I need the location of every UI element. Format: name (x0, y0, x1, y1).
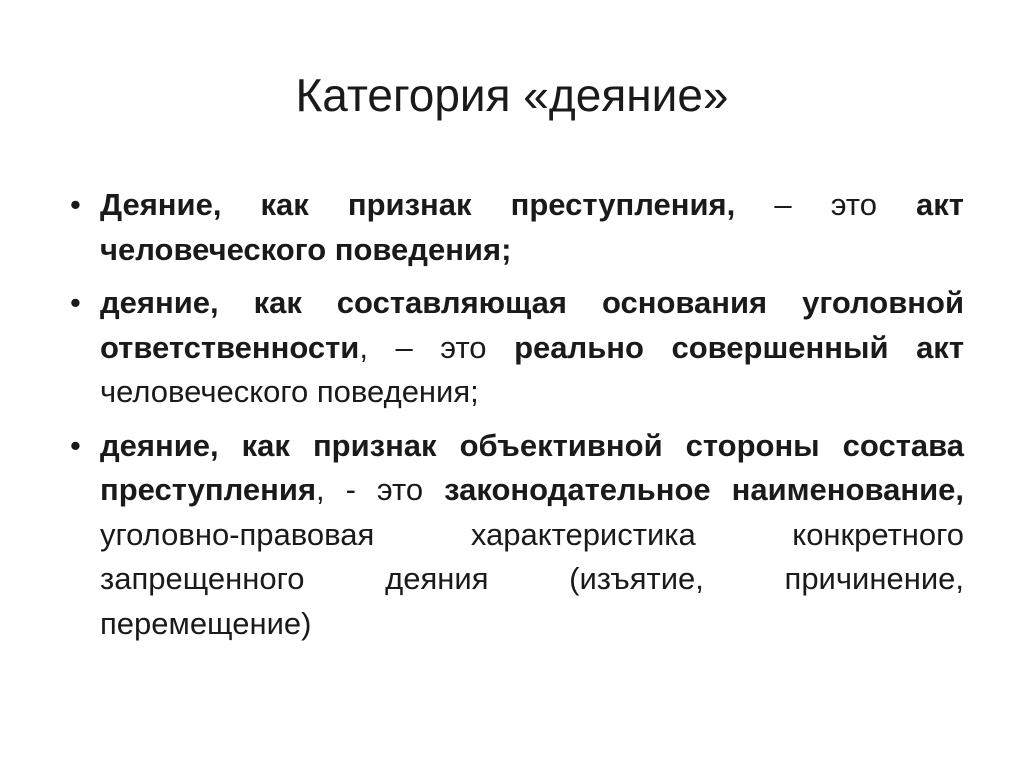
bullet-list (70, 183, 964, 655)
bullet-3-segment-2: , - это (316, 472, 445, 507)
bullet-2-segment-2: , – это (359, 329, 515, 365)
bullet-item-2 (70, 281, 964, 415)
bullet-1-segment-1: Деяние, как признак преступления, (100, 187, 736, 222)
bullet-2-segment-3: реально совершенный акт (514, 329, 965, 365)
bullet-item-3 (70, 424, 964, 647)
bullet-1-segment-2: – это (735, 187, 917, 222)
bullet-1-segment-3: акт человеческого поведения; (100, 187, 964, 267)
bullet-2-segment-4: человеческого поведения; (100, 374, 479, 409)
bullet-3-segment-3: законодательное наименование, (444, 472, 964, 507)
bullet-3-segment-4: уголовно-правовая характеристика конкретного запрещенного деяния (изъятие, причинение, перемещение) (100, 516, 964, 641)
bullet-2-segment-1: деяние, как составляющая основания уголовной ответственности (100, 285, 964, 365)
bullet-item-1 (70, 183, 964, 272)
bullet-3-segment-1: деяние, как признак объективной стороны состава преступления (100, 427, 964, 507)
slide-title: Категория «деяние» (295, 69, 729, 121)
